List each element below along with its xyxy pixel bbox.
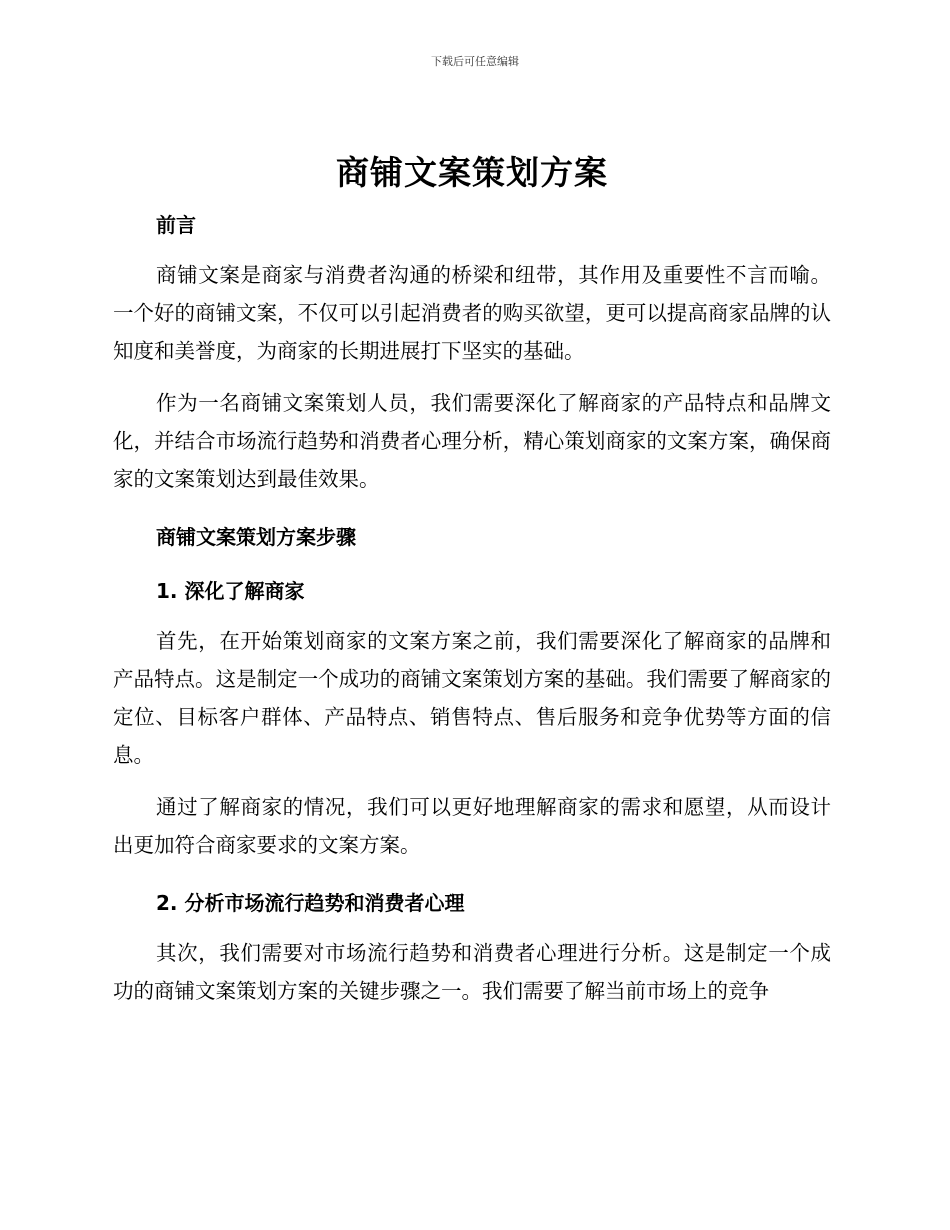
step-2-heading: 2. 分析市场流行趋势和消费者心理 <box>156 891 465 915</box>
document-title: 商铺文案策划方案 <box>336 153 608 192</box>
step-1-heading: 1. 深化了解商家 <box>156 579 305 603</box>
step-1-paragraph-1: 首先，在开始策划商家的文案方案之前，我们需要深化了解商家的品牌和产品特点。这是制定一个成功的商铺文案策划方案的基础。我们需要了解商家的定位、目标客户群体、产品特点、销售特点、售后服务和竞争优势等方面的信息。 <box>113 629 831 767</box>
spacer <box>113 774 831 788</box>
document-body <box>113 150 831 1010</box>
spacer <box>113 498 831 522</box>
spacer <box>113 370 831 384</box>
spacer <box>113 196 831 210</box>
spacer <box>113 552 831 576</box>
header-note: 下载后可任意编辑 <box>431 55 519 68</box>
spacer <box>113 606 831 622</box>
spacer <box>113 864 831 888</box>
step-2-paragraph-1: 其次，我们需要对市场流行趋势和消费者心理进行分析。这是制定一个成功的商铺文案策划方案的关键步骤之一。我们需要了解当前市场上的竞争 <box>113 941 831 1003</box>
spacer <box>113 240 831 256</box>
preface-paragraph-2: 作为一名商铺文案策划人员，我们需要深化了解商家的产品特点和品牌文化，并结合市场流行趋势和消费者心理分析，精心策划商家的文案方案，确保商家的文案策划达到最佳效果。 <box>113 391 831 491</box>
preface-heading: 前言 <box>156 213 196 237</box>
spacer <box>113 918 831 934</box>
step-1-paragraph-2: 通过了解商家的情况，我们可以更好地理解商家的需求和愿望，从而设计出更加符合商家要求的文案方案。 <box>113 795 831 857</box>
preface-paragraph-1: 商铺文案是商家与消费者沟通的桥梁和纽带，其作用及重要性不言而喻。一个好的商铺文案，不仅可以引起消费者的购买欲望，更可以提高商家品牌的认知度和美誉度，为商家的长期进展打下坚实的基础。 <box>113 263 831 363</box>
steps-heading: 商铺文案策划方案步骤 <box>156 525 356 549</box>
